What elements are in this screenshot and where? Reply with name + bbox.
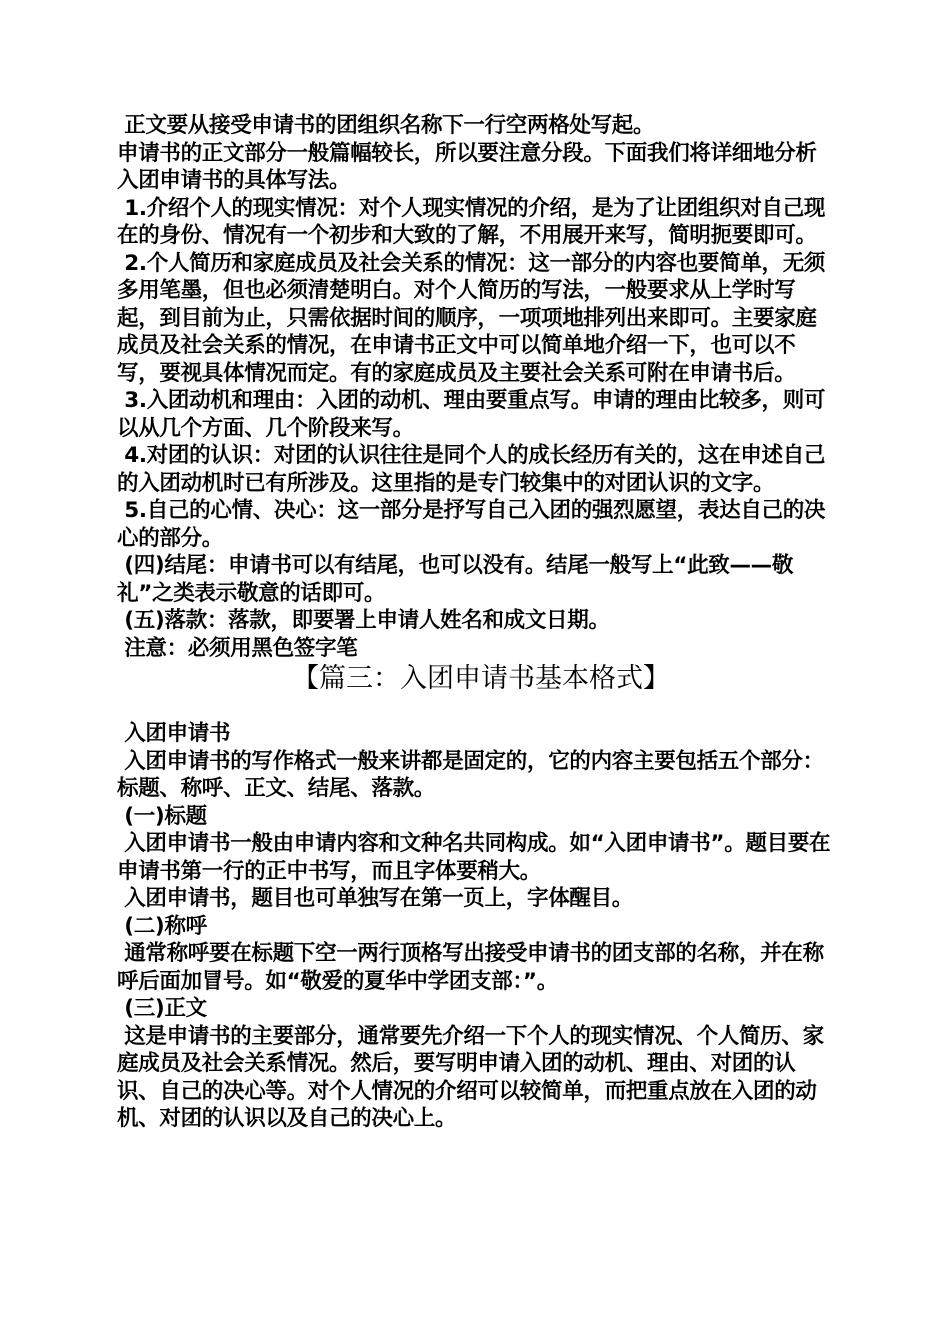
paragraph: 申请书的正文部分一般篇幅较长，所以要注意分段。下面我们将详细地分析入团申请书的具体写法。 bbox=[117, 140, 817, 193]
paragraph: 入团申请书，题目也可单独写在第一页上，字体醒目。 bbox=[117, 886, 633, 911]
paragraph: (三)正文 bbox=[117, 996, 207, 1021]
paragraph: 入团申请书 bbox=[117, 721, 231, 746]
bottom-section bbox=[117, 720, 837, 1133]
document-page bbox=[117, 112, 837, 1133]
paragraph: 正文要从接受申请书的团组织名称下一行空两格处写起。 bbox=[117, 113, 655, 138]
section-heading: 【篇三：入团申请书基本格式】 bbox=[292, 663, 670, 694]
paragraph: 入团申请书一般由申请内容和文种名共同构成。如“入团申请书”。题目要在申请书第一行的正中书写，而且字体要稍大。 bbox=[117, 831, 831, 884]
paragraph: 2.个人简历和家庭成员及社会关系的情况：这一部分的内容也要简单，无须多用笔墨，但也必须清楚明白。对个人简历的写法，一般要求从上学时写起，到目前为止，只需依据时间的顺序，一项项地排列出来即可。主要家庭成员及社会关系的情况，在申请书正文中可以简单地介绍一下，也可以不写，要视具体情况而定。有的家庭成员及主要社会关系可附在申请书后。 bbox=[117, 250, 826, 386]
paragraph: 注意：必须用黑色签字笔 bbox=[117, 635, 358, 661]
paragraph: 这是申请书的主要部分，通常要先介绍一下个人的现实情况、个人简历、家庭成员及社会关系情况。然后，要写明申请入团的动机、理由、对团的认识、自己的决心等。对个人情况的介绍可以较简单，而把重点放在入团的动机、对团的认识以及自己的决心上。 bbox=[117, 1023, 824, 1131]
paragraph: 1.介绍个人的现实情况：对个人现实情况的介绍，是为了让团组织对自己现在的身份、情况有一个初步和大致的了解，不用展开来写，简明扼要即可。 bbox=[117, 195, 826, 248]
paragraph: (二)称呼 bbox=[117, 913, 207, 939]
paragraph: (五)落款：落款，即要署上申请人姓名和成文日期。 bbox=[117, 608, 610, 633]
paragraph: 5.自己的心情、决心：这一部分是抒写自己入团的强烈愿望，表达自己的决心的部分。 bbox=[117, 498, 826, 551]
paragraph: 通常称呼要在标题下空一两行顶格写出接受申请书的团支部的名称，并在称呼后面加冒号。如“敬爱的夏华中学团支部：”。 bbox=[117, 941, 824, 994]
top-section bbox=[117, 112, 837, 662]
paragraph: 3.入团动机和理由：入团的动机、理由要重点写。申请的理由比较多，则可以从几个方面、几个阶段来写。 bbox=[117, 388, 826, 441]
paragraph: (一)标题 bbox=[117, 803, 207, 829]
paragraph: 入团申请书的写作格式一般来讲都是固定的，它的内容主要包括五个部分：标题、称呼、正文、结尾、落款。 bbox=[117, 748, 824, 801]
paragraph: 4.对团的认识：对团的认识往往是同个人的成长经历有关的，这在申述自己的入团动机时已有所涉及。这里指的是专门较集中的对团认识的文字。 bbox=[117, 443, 826, 496]
paragraph: (四)结尾：申请书可以有结尾，也可以没有。结尾一般写上“此致——敬礼”之类表示敬意的话即可。 bbox=[117, 553, 794, 606]
